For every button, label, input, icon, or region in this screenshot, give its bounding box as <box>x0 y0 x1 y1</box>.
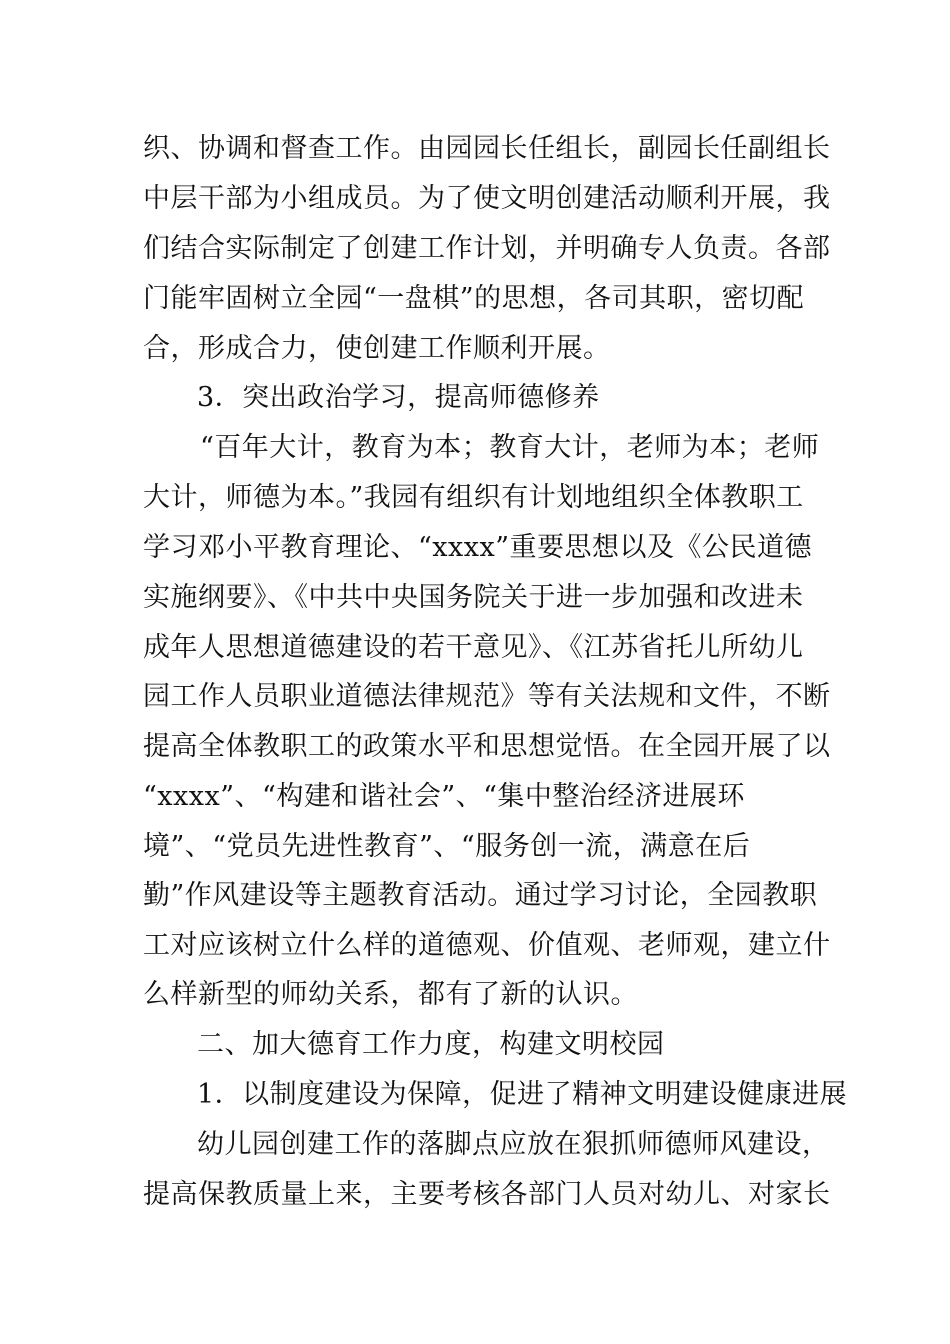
text-line: 勤”作风建设等主题教育活动。通过学习讨论，全园教职 <box>143 880 818 911</box>
text-line: 提高保教质量上来，主要考核各部门人员对幼儿、对家长 <box>143 1179 831 1210</box>
text-line: 学习邓小平教育理论、“xxxx”重要思想以及《公民道德 <box>143 532 813 563</box>
subsection-heading: 1．以制度建设为保障，促进了精神文明建设健康进展 <box>197 1079 848 1110</box>
text-line: 大计，师德为本。”我园有组织有计划地组织全体教职工 <box>143 482 804 513</box>
section-heading: 二、加大德育工作力度，构建文明校园 <box>197 1029 665 1060</box>
text-line: 中层干部为小组成员。为了使文明创建活动顺利开展，我 <box>143 183 831 214</box>
text-line: “xxxx”、“构建和谐社会”、“集中整治经济进展环 <box>143 781 745 812</box>
text-line: 实施纲要》、《中共中央国务院关于进一步加强和改进未 <box>143 582 804 613</box>
text-line: 提高全体教职工的政策水平和思想觉悟。在全园开展了以 <box>143 731 831 762</box>
text-line: 成年人思想道德建设的若干意见》、《江苏省托儿所幼儿 <box>143 632 804 663</box>
text-line: 么样新型的师幼关系，都有了新的认识。 <box>143 979 638 1010</box>
text-line: 境”、“党员先进性教育”、“服务创一流，满意在后 <box>143 831 751 862</box>
text-line: 合，形成合力，使创建工作顺利开展。 <box>143 333 611 364</box>
text-line: 织、协调和督查工作。由园园长任组长，副园长任副组长 <box>143 133 831 164</box>
text-line: 们结合实际制定了创建工作计划，并明确专人负责。各部 <box>143 233 831 264</box>
text-line: 工对应该树立什么样的道德观、价值观、老师观，建立什 <box>143 930 831 961</box>
section-heading: 3．突出政治学习，提高师德修养 <box>197 382 600 413</box>
text-line: 门能牢固树立全园“一盘棋”的思想，各司其职，密切配 <box>143 283 805 314</box>
text-line: 园工作人员职业道德法律规范》等有关法规和文件，不断 <box>143 681 831 712</box>
text-line: “百年大计，教育为本；教育大计，老师为本；老师 <box>200 432 820 463</box>
text-line: 幼儿园创建工作的落脚点应放在狠抓师德师风建设， <box>197 1129 830 1160</box>
